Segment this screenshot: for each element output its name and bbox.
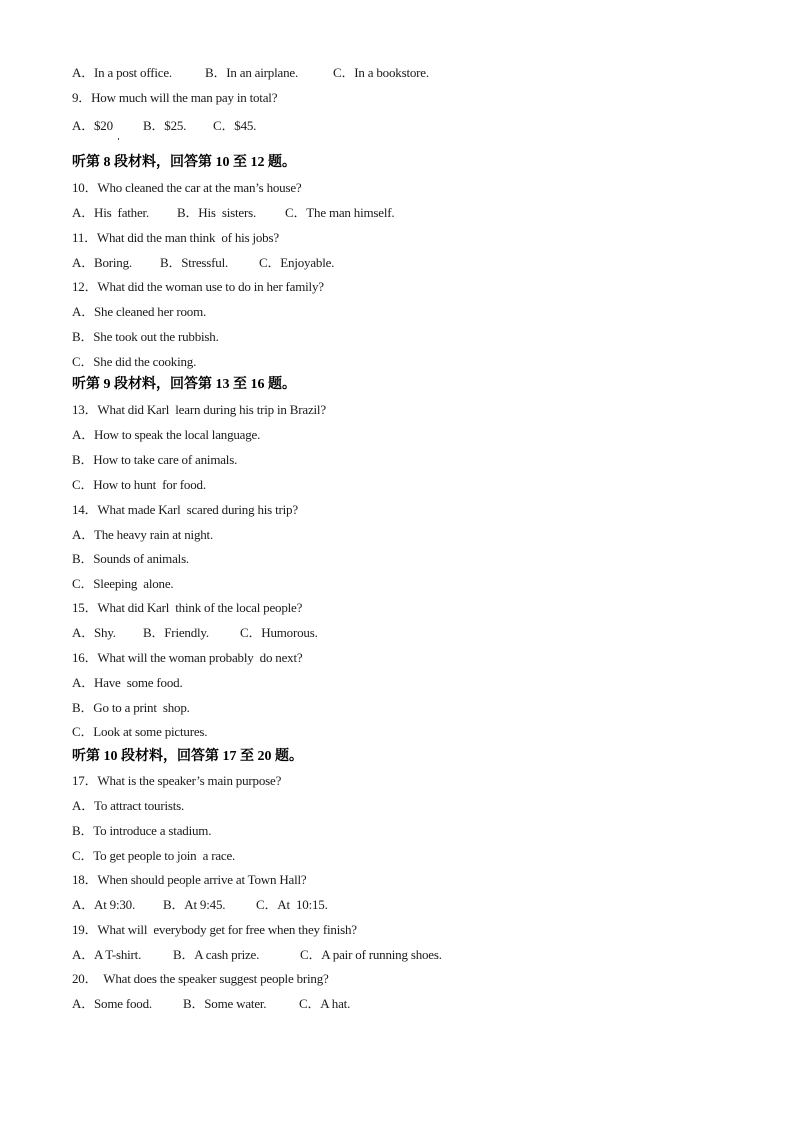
- question-number: 13．: [72, 402, 98, 417]
- question-text: What did the man think of his jobs?: [96, 230, 279, 245]
- q16-option-b: [72, 698, 190, 718]
- option-letter: B．: [163, 897, 185, 912]
- option-letter: C．: [256, 897, 278, 912]
- option-text: Shy.: [94, 625, 116, 640]
- q11-option-b: [160, 253, 228, 273]
- question-number: 15．: [72, 600, 98, 615]
- option-letter: B．: [143, 625, 165, 640]
- q12-option-c: [72, 352, 196, 372]
- q10-option-a: [72, 203, 149, 223]
- option-letter: A．: [72, 947, 94, 962]
- option-letter: A．: [72, 798, 94, 813]
- option-text: Go to a print shop.: [93, 700, 190, 715]
- q18-option-a: [72, 895, 135, 915]
- q10-option-c: [285, 203, 394, 223]
- q15-option-b: [143, 623, 209, 643]
- q20-option-c: [299, 994, 350, 1014]
- question-16: [72, 648, 302, 668]
- option-text: Have some food.: [94, 675, 183, 690]
- q19-option-b: [173, 945, 259, 965]
- question-number: 20．: [72, 971, 98, 986]
- option-text: How to hunt for food.: [93, 477, 206, 492]
- option-letter: C．: [72, 576, 94, 591]
- question-number: 16．: [72, 650, 98, 665]
- q8-option-b: [205, 63, 298, 83]
- q8-option-a: [72, 63, 172, 83]
- option-letter: B．: [72, 551, 94, 566]
- option-text: To get people to join a race.: [93, 848, 236, 863]
- option-letter: B．: [143, 118, 165, 133]
- q12-option-a: [72, 302, 206, 322]
- passage-9-heading: 听第 9 段材料，回答第 13 至 16 题。: [72, 377, 296, 392]
- option-letter: C．: [240, 625, 262, 640]
- option-text: At 10:15.: [277, 897, 328, 912]
- option-letter: B．: [72, 823, 94, 838]
- q9-option-a: [72, 116, 113, 136]
- option-text: $45.: [234, 118, 257, 133]
- option-text: In an airplane.: [226, 65, 298, 80]
- option-letter: B．: [72, 700, 94, 715]
- q12-option-b: [72, 327, 219, 347]
- question-9: [72, 88, 277, 108]
- question-11: [72, 228, 279, 248]
- option-letter: B．: [160, 255, 182, 270]
- option-text: Humorous.: [261, 625, 318, 640]
- question-text: What did Karl learn during his trip in Brazil?: [97, 402, 326, 417]
- question-number: 11．: [72, 230, 97, 245]
- q11-option-c: [259, 253, 334, 273]
- option-letter: A．: [72, 427, 94, 442]
- q17-option-c: [72, 846, 235, 866]
- option-text: How to speak the local language.: [94, 427, 261, 442]
- q10-option-b: [177, 203, 256, 223]
- option-text: Look at some pictures.: [93, 724, 208, 739]
- option-text: A T-shirt.: [94, 947, 142, 962]
- option-letter: C．: [72, 724, 94, 739]
- option-text: At 9:45.: [184, 897, 226, 912]
- q14-option-a: [72, 525, 213, 545]
- q15-option-c: [240, 623, 318, 643]
- option-text: $25.: [164, 118, 187, 133]
- passage-8-heading: 听第 8 段材料，回答第 10 至 12 题。: [72, 155, 296, 170]
- option-text: $20: [94, 118, 113, 133]
- option-letter: B．: [72, 329, 94, 344]
- option-text: She did the cooking.: [93, 354, 197, 369]
- question-text: How much will the man pay in total?: [91, 90, 278, 105]
- question-number: 10．: [72, 180, 98, 195]
- option-letter: A．: [72, 527, 94, 542]
- question-15: [72, 598, 302, 618]
- question-text: What does the speaker suggest people bring?: [97, 971, 329, 986]
- q13-option-b: [72, 450, 237, 470]
- option-text: A cash prize.: [194, 947, 260, 962]
- question-10: [72, 178, 302, 198]
- question-text: What did the woman use to do in her family?: [97, 279, 324, 294]
- q9-option-b: [143, 116, 186, 136]
- q17-option-a: [72, 796, 184, 816]
- option-text: She cleaned her room.: [94, 304, 207, 319]
- q20-option-b: [183, 994, 266, 1014]
- question-12: [72, 277, 324, 297]
- option-letter: C．: [299, 996, 321, 1011]
- option-text: A pair of running shoes.: [321, 947, 442, 962]
- q16-option-c: [72, 722, 207, 742]
- option-letter: A．: [72, 996, 94, 1011]
- option-text: To attract tourists.: [94, 798, 185, 813]
- question-number: 17．: [72, 773, 98, 788]
- question-19: [72, 920, 357, 940]
- option-text: His father.: [94, 205, 150, 220]
- question-number: 14．: [72, 502, 98, 517]
- question-text: What will the woman probably do next?: [97, 650, 303, 665]
- q15-option-a: [72, 623, 116, 643]
- option-text: Some food.: [94, 996, 152, 1011]
- question-text: Who cleaned the car at the man’s house?: [97, 180, 302, 195]
- option-letter: C．: [333, 65, 355, 80]
- option-letter: A．: [72, 897, 94, 912]
- option-text: His sisters.: [198, 205, 256, 220]
- option-letter: B．: [205, 65, 227, 80]
- option-letter: C．: [72, 477, 94, 492]
- option-letter: C．: [285, 205, 307, 220]
- option-text: At 9:30.: [94, 897, 136, 912]
- option-letter: C．: [259, 255, 281, 270]
- question-number: 19．: [72, 922, 98, 937]
- question-18: [72, 870, 307, 890]
- q17-option-b: [72, 821, 211, 841]
- question-number: 12．: [72, 279, 98, 294]
- option-text: She took out the rubbish.: [93, 329, 219, 344]
- option-letter: A．: [72, 255, 94, 270]
- question-number: 18．: [72, 872, 98, 887]
- option-letter: A．: [72, 118, 94, 133]
- stray-dot-mark: [118, 138, 119, 140]
- option-text: Some water.: [204, 996, 267, 1011]
- option-letter: A．: [72, 304, 94, 319]
- option-text: Enjoyable.: [280, 255, 335, 270]
- question-text: What did Karl think of the local people?: [97, 600, 303, 615]
- option-letter: B．: [72, 452, 94, 467]
- question-text: What made Karl scared during his trip?: [97, 502, 298, 517]
- option-letter: C．: [300, 947, 322, 962]
- q13-option-c: [72, 475, 206, 495]
- option-letter: A．: [72, 65, 94, 80]
- question-number: 9．: [72, 90, 92, 105]
- option-text: Friendly.: [164, 625, 209, 640]
- option-letter: C．: [72, 354, 94, 369]
- option-letter: B．: [173, 947, 195, 962]
- q16-option-a: [72, 673, 183, 693]
- question-text: What will everybody get for free when they finish?: [97, 922, 357, 937]
- option-text: Stressful.: [181, 255, 229, 270]
- q20-option-a: [72, 994, 152, 1014]
- option-letter: A．: [72, 625, 94, 640]
- question-17: [72, 771, 281, 791]
- q11-option-a: [72, 253, 132, 273]
- option-text: A hat.: [320, 996, 351, 1011]
- q14-option-b: [72, 549, 189, 569]
- q8-option-c: [333, 63, 429, 83]
- passage-10-heading: 听第 10 段材料，回答第 17 至 20 题。: [72, 749, 303, 764]
- option-text: Boring.: [94, 255, 132, 270]
- option-text: To introduce a stadium.: [93, 823, 212, 838]
- option-text: The heavy rain at night.: [94, 527, 214, 542]
- option-letter: C．: [213, 118, 235, 133]
- option-text: Sleeping alone.: [93, 576, 174, 591]
- option-letter: C．: [72, 848, 94, 863]
- question-text: When should people arrive at Town Hall?: [97, 872, 307, 887]
- q18-option-b: [163, 895, 225, 915]
- question-text: What is the speaker’s main purpose?: [97, 773, 282, 788]
- q14-option-c: [72, 574, 173, 594]
- option-text: The man himself.: [306, 205, 395, 220]
- option-text: Sounds of animals.: [93, 551, 189, 566]
- q19-option-c: [300, 945, 442, 965]
- question-20: [72, 969, 329, 989]
- option-letter: B．: [177, 205, 199, 220]
- q19-option-a: [72, 945, 141, 965]
- option-text: In a post office.: [94, 65, 172, 80]
- option-letter: A．: [72, 675, 94, 690]
- question-14: [72, 500, 298, 520]
- option-letter: B．: [183, 996, 205, 1011]
- q9-option-c: [213, 116, 256, 136]
- option-text: How to take care of animals.: [93, 452, 238, 467]
- q18-option-c: [256, 895, 328, 915]
- q13-option-a: [72, 425, 260, 445]
- option-letter: A．: [72, 205, 94, 220]
- question-13: [72, 400, 326, 420]
- option-text: In a bookstore.: [354, 65, 429, 80]
